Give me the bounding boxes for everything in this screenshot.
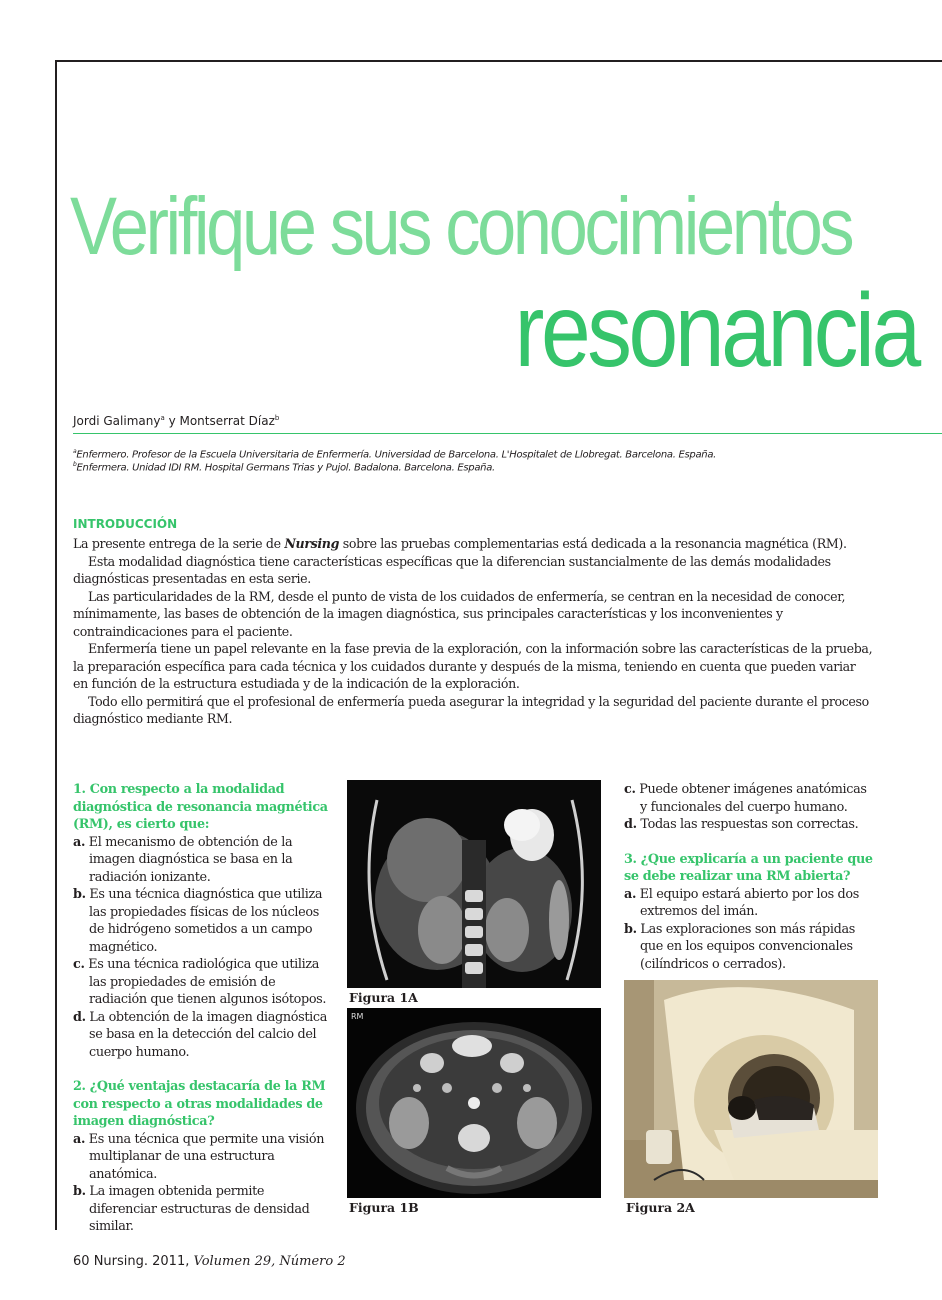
option-text: Es una técnica diagnóstica que utiliza las propiedades físicas de los núcleos de hidrógeno sometidos a un campo magnético. <box>89 887 323 955</box>
journal-name: Nursing. 2011, <box>93 1254 190 1269</box>
affiliation-b-text: Enfermera. Unidad IDI RM. Hospital Germans Trias y Pujol. Badalona. Barcelona. España. <box>76 462 495 474</box>
frame-left-rule <box>55 60 57 1230</box>
option-text: Es una técnica radiológica que utiliza las propiedades de emisión de radiación que tienen algunos isótopos. <box>88 957 327 1007</box>
question-2-option-b <box>73 1183 328 1236</box>
option-letter: a. <box>73 834 86 850</box>
intro-body <box>73 535 873 728</box>
option-text: El mecanismo de obtención de la imagen diagnóstica se basa en la radiación ionizante. <box>88 834 293 885</box>
authors <box>73 414 279 428</box>
option-letter: b. <box>73 887 86 902</box>
author-1: Jordi Galimany <box>73 414 161 428</box>
option-letter: a. <box>73 1131 86 1147</box>
option-letter: d. <box>624 817 637 832</box>
question-2: 2. ¿Qué ventajas destacaría de la RM con respecto a otras modalidades de imagen diagnóstica? <box>73 1079 326 1129</box>
authors-rule <box>73 433 942 434</box>
intro-paragraph-3: Las particularidades de la RM, desde el punto de vista de los cuidados de enfermería, se centran en la necesidad de conocer, mínimamente, las bases de obtención de la imagen diagnóstica, sus principales características y los inconvenientes y contraindicaciones para el paciente. <box>73 588 846 639</box>
intro-paragraph-1 <box>73 535 873 553</box>
author-1-sup: a <box>160 414 165 422</box>
intro-paragraph-4: Enfermería tiene un papel relevante en la fase previa de la exploración, con la información sobre las características de la prueba, la preparación específica para cada técnica y los cuidados durante y después de la misma, teniendo en cuenta que pueden variar en función de la estructura estudiada y de la indicación de la exploración. <box>73 641 873 691</box>
question-1-option-c <box>73 956 328 1009</box>
column-left <box>73 781 328 1236</box>
figure-1b-overlay-label: RM <box>351 1012 364 1021</box>
question-3: 3. ¿Que explicaría a un paciente que se debe realizar una RM abierta? <box>624 851 873 884</box>
intro-p1-a: La presente entrega de la serie de <box>73 536 285 551</box>
option-letter: c. <box>624 782 636 797</box>
question-2-option-d <box>624 816 874 834</box>
affiliation-b <box>73 461 495 473</box>
intro-paragraph-5: Todo ello permitirá que el profesional de enfermería pueda asegurar la integridad y la seguridad del paciente durante el proceso diagnóstico mediante RM. <box>73 693 869 726</box>
affiliation-a <box>73 448 716 460</box>
question-1-option-a <box>73 834 328 887</box>
option-text: Puede obtener imágenes anatómicas y funcionales del cuerpo humano. <box>639 782 867 815</box>
page-number: 60 <box>73 1254 90 1269</box>
figure-1b-caption: Figura 1B <box>349 1200 419 1215</box>
question-1: 1. Con respecto a la modalidad diagnóstica de resonancia magnética (RM), es cierto que: <box>73 782 328 832</box>
question-3-option-a <box>624 886 874 921</box>
question-3-option-b <box>624 921 874 974</box>
figure-2a-image <box>624 980 878 1198</box>
author-2-sup: b <box>274 414 280 422</box>
question-1-option-b <box>73 886 328 956</box>
spacer <box>624 834 874 851</box>
mri-axial-illustration <box>347 1008 601 1198</box>
page-footer <box>73 1254 346 1269</box>
mri-scanner-illustration <box>624 980 878 1198</box>
question-1-option-d <box>73 1009 328 1062</box>
affiliation-a-text: Enfermero. Profesor de la Escuela Universitaria de Enfermería. Universidad de Barcelona. L'Hospitalet de Llobregat. Barcelona. España. <box>76 449 717 461</box>
option-letter: a. <box>624 886 637 902</box>
option-text: Es una técnica que permite una visión multiplanar de una estructura anatómica. <box>88 1131 325 1182</box>
journal-volume: Volumen 29, Número 2 <box>193 1254 346 1269</box>
option-text: El equipo estará abierto por los dos extremos del imán. <box>639 886 859 919</box>
mri-coronal-illustration <box>347 780 601 988</box>
intro-p1-b: sobre las pruebas complementarias está dedicada a la resonancia magnética (RM). <box>339 536 847 551</box>
option-text: Las exploraciones son más rápidas que en los equipos convencionales (cilíndricos o cerrados). <box>640 921 855 972</box>
frame-top-rule <box>55 60 942 62</box>
option-text: La obtención de la imagen diagnóstica se basa en la detección del calcio del cuerpo humano. <box>89 1009 327 1060</box>
question-2-option-c <box>624 781 874 816</box>
option-letter: c. <box>73 957 85 972</box>
figure-2a-caption: Figura 2A <box>626 1200 695 1215</box>
option-letter: d. <box>73 1009 86 1025</box>
intro-paragraph-2: Esta modalidad diagnóstica tiene características específicas que la diferencian sustancialmente de las demás modalidades diagnósticas presentadas en esta serie. <box>73 553 831 586</box>
option-letter: b. <box>624 921 637 937</box>
affiliation-a-sup: a <box>73 448 77 455</box>
option-text: Todas las respuestas son correctas. <box>640 817 859 832</box>
intro-heading: INTRODUCCIÓN <box>73 517 178 531</box>
intro-p1-em: Nursing <box>284 536 340 551</box>
spacer <box>73 1061 328 1078</box>
column-right <box>624 781 874 973</box>
author-connector: y Montserrat Díaz <box>164 414 275 428</box>
affiliation-b-sup: b <box>73 461 77 468</box>
option-text: La imagen obtenida permite diferenciar estructuras de densidad similar. <box>89 1184 310 1234</box>
title-line-2: resonancia <box>514 273 918 389</box>
option-letter: b. <box>73 1184 86 1199</box>
figure-1a-image <box>347 780 601 988</box>
figure-1a-caption: Figura 1A <box>349 990 418 1005</box>
question-2-option-a <box>73 1131 328 1184</box>
figure-1b-image <box>347 1008 601 1198</box>
title-line-1: Verifique sus conocimientos <box>70 181 852 272</box>
